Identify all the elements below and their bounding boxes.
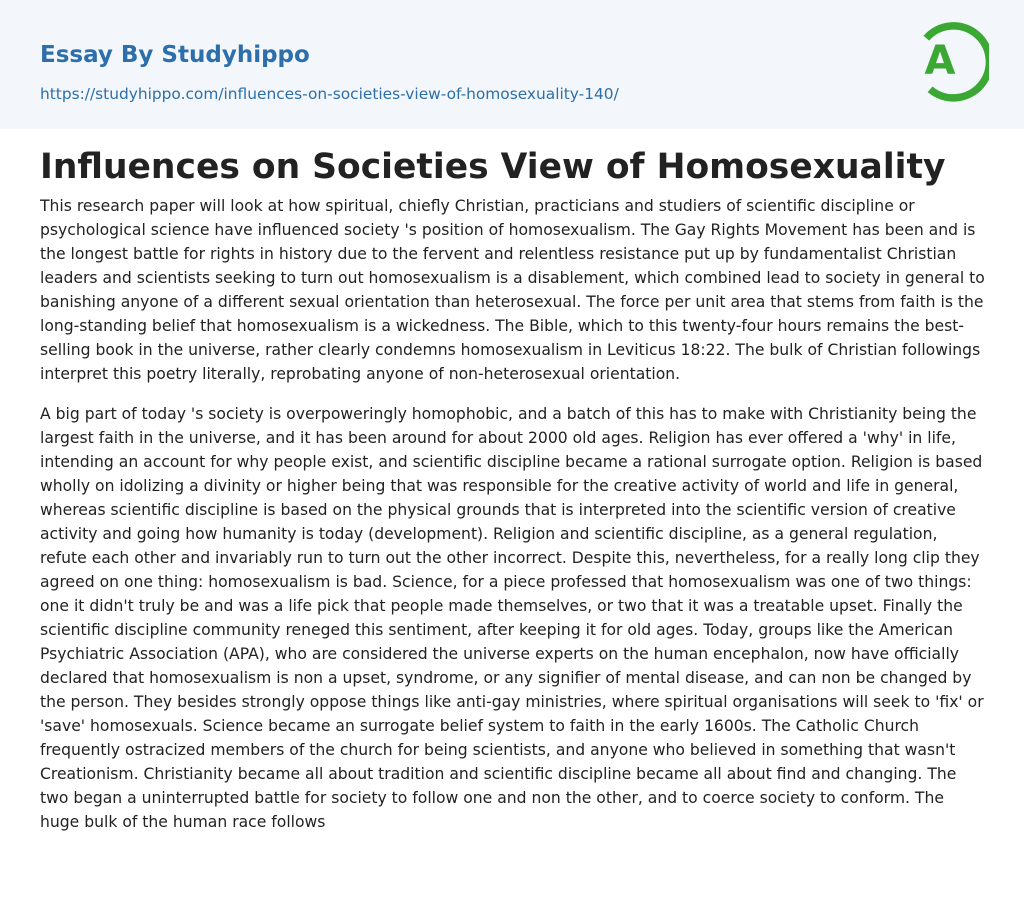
- page-header: [0, 0, 1024, 129]
- essay-paragraph: This research paper will look at how spiritual, chiefly Christian, practicians and studiers of scientific discipline or psychological science have influenced society 's position of homosexualism. The Gay Rights Movement has been and is the longest battle for rights in history due to the fervent and relentless resistance put up by fundamentalist Christian leaders and scientists seeking to turn out homosexualism is a disablement, which combined lead to society in general to banishing anyone of a different sexual orientation than heterosexual. The force per unit area that stems from faith is the long-standing belief that homosexualism is a wickedness. The Bible, which to this twenty-four hours remains the best-selling book in the universe, rather clearly condemns homosexualism in Leviticus 18:22. The bulk of Christian followings interpret this poetry literally, reprobating anyone of non-heterosexual orientation.: [40, 197, 985, 383]
- site-title: Essay By Studyhippo: [40, 42, 310, 68]
- essay-title: Influences on Societies View of Homosexuality: [40, 147, 946, 187]
- source-url-link[interactable]: https://studyhippo.com/influences-on-societies-view-of-homosexuality-140/: [40, 85, 619, 103]
- logo-letter: A: [924, 38, 956, 84]
- essay-paragraph: A big part of today 's society is overpoweringly homophobic, and a batch of this has to make with Christianity being the largest faith in the universe, and it has been around for about 2000 old ages. Religion has ever offered a 'why' in life, intending an account for why people exist, and scientific discipline became a rational surrogate option. Religion is based wholly on idolizing a divinity or higher being that was responsible for the creative activity of world and life in general, whereas scientific discipline is based on the physical grounds that is interpreted into the scientific version of creative activity and going how humanity is today (development). Religion and scientific discipline, as a general regulation, refute each other and invariably run to turn out the other incorrect. Despite this, nevertheless, for a really long clip they agreed on one thing: homosexualism is bad. Science, for a piece professed that homosexualism was one of two things: one it didn't truly be and was a life pick that people made themselves, or two that it was a treatable upset. Finally the scientific discipline community reneged this sentiment, after keeping it for old ages. Today, groups like the American Psychiatric Association (APA), who are considered the universe experts on the human encephalon, now have officially declared that homosexualism is non a upset, syndrome, or any signifier of mental disease, and can non be changed by the person. They besides strongly oppose things like anti-gay ministries, where spiritual organisations will seek to 'fix' or 'save' homosexuals. Science became an surrogate belief system to faith in the early 1600s. The Catholic Church frequently ostracized members of the church for being scientists, and anyone who believed in something that wasn't Creationism. Christianity became all about tradition and scientific discipline became all about find and changing. The two began a uninterrupted battle for society to follow one and non the other, and to coerce society to conform. The huge bulk of the human race follows: [40, 405, 984, 831]
- studyhippo-logo-icon[interactable]: [909, 18, 989, 106]
- essay-body: [40, 194, 988, 850]
